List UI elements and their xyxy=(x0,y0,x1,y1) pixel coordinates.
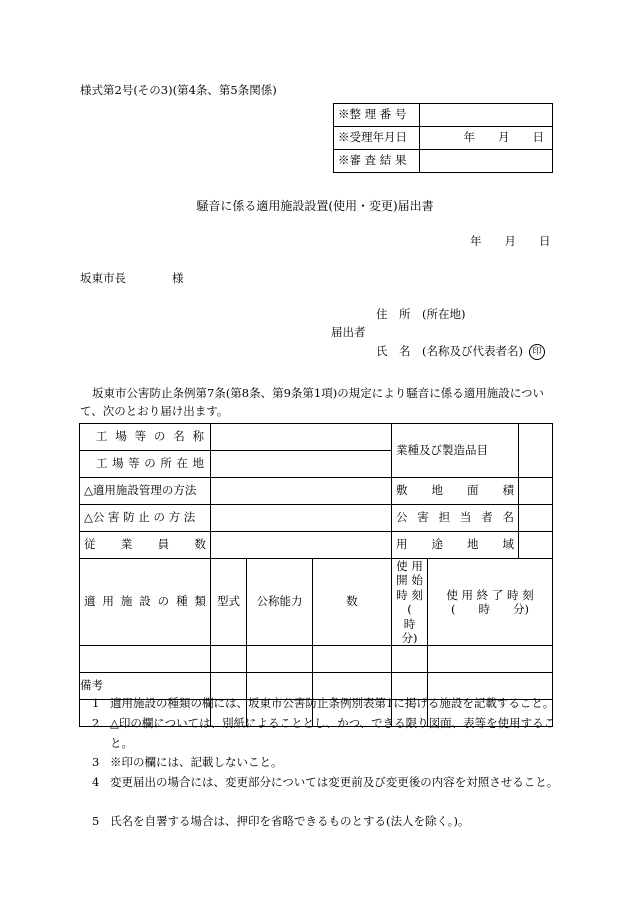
end-time-header xyxy=(428,559,553,646)
note-number: 4 xyxy=(92,775,100,789)
factory-location-field[interactable] xyxy=(211,451,392,478)
note-item xyxy=(92,773,562,793)
note-text: △印の欄については、別紙によることとし、かつ、できる限り図面、表等を使用すること。 xyxy=(110,716,556,750)
note-number: 2 xyxy=(92,716,100,730)
addressee: 坂東市長 様 xyxy=(80,271,184,285)
count-header: 数 xyxy=(313,559,392,646)
note-number: 5 xyxy=(92,814,100,828)
count-cell[interactable] xyxy=(313,646,392,673)
body-text: 坂東市公害防止条例第7条(第8条、第9条第1項)の規定により騒音に係る適用施設について、次のとおり届け出ます。 xyxy=(80,386,545,418)
pollution-officer-label: 公 害 担 当 者 名 xyxy=(392,505,519,532)
start-time-header xyxy=(392,559,439,646)
zoning-label: 用 途 地 域 xyxy=(392,532,519,559)
pollution-prevention-field[interactable] xyxy=(211,505,392,532)
office-box-label: ※整 理 番 号 xyxy=(334,104,420,127)
model-header: 型式 xyxy=(211,559,247,646)
office-box-label: ※受理年月日 xyxy=(334,127,420,150)
model-cell[interactable] xyxy=(211,646,247,673)
factory-name-label: 工 場 等 の 名 称 xyxy=(80,424,211,451)
pollution-officer-field[interactable] xyxy=(519,505,553,532)
note-text: 適用施設の種類の欄には、坂東市公害防止条例別表第1に掲げる施設を記載すること。 xyxy=(110,696,555,710)
document-title: 騒音に係る適用施設設置(使用・変更)届出書 xyxy=(196,199,434,213)
end-time-unit: ( 時 分) xyxy=(451,602,529,617)
note-item xyxy=(92,753,562,773)
pollution-prevention-label: △公 害 防 止 の 方 法 xyxy=(80,505,211,532)
site-area-label: 敷 地 面 積 xyxy=(392,478,519,505)
start-time-unit: ( 時 分) xyxy=(401,602,439,645)
industry-field[interactable] xyxy=(519,424,553,478)
site-area-field[interactable] xyxy=(519,478,553,505)
notes-heading: 備考 xyxy=(80,678,103,692)
note-item xyxy=(92,694,562,714)
review-result-field[interactable] xyxy=(420,150,553,173)
zoning-field[interactable] xyxy=(519,532,553,559)
capacity-cell[interactable] xyxy=(247,646,313,673)
end-time-cell[interactable] xyxy=(428,646,553,673)
facility-row xyxy=(80,646,553,673)
employee-count-label: 従 業 員 数 xyxy=(80,532,211,559)
facility-table xyxy=(79,423,553,727)
note-number: 1 xyxy=(92,696,100,710)
start-time-label: 使 用 開 始 時 刻 xyxy=(396,559,423,602)
notifier-label: 届出者 xyxy=(331,325,366,339)
note-number: 3 xyxy=(92,755,100,769)
office-box-label: ※審 査 結 果 xyxy=(334,150,420,173)
applicant-name-label: 氏 名 (名称及び代表者名) xyxy=(376,344,523,358)
management-method-field[interactable] xyxy=(211,478,392,505)
note-item xyxy=(92,714,562,753)
registration-number-field[interactable] xyxy=(420,104,553,127)
nominal-capacity-header: 公称能力 xyxy=(247,559,313,646)
office-use-box xyxy=(333,103,553,173)
start-time-cell[interactable] xyxy=(392,646,428,673)
factory-location-label: 工 場 等 の 所 在 地 xyxy=(80,451,211,478)
management-method-label: △適用施設管理の方法 xyxy=(80,478,211,505)
industry-label: 業種及び製造品目 xyxy=(392,424,519,478)
applicant-address-label: 住 所 (所在地) xyxy=(376,307,466,321)
facility-type-header: 適 用 施 設 の 種 類 xyxy=(80,559,211,646)
seal-mark: 印 xyxy=(529,344,545,360)
form-number: 様式第2号(その3)(第4条、第5条関係) xyxy=(80,83,277,97)
end-time-label: 使 用 終 了 時 刻 xyxy=(446,587,534,602)
employee-count-field[interactable] xyxy=(211,532,392,559)
receipt-date-field[interactable]: 年 月 日 xyxy=(420,127,553,150)
note-text: 変更届出の場合には、変更部分については変更前及び変更後の内容を対照させること。 xyxy=(110,775,559,789)
applicant-name-row xyxy=(376,343,545,360)
note-item xyxy=(92,812,562,832)
note-text: ※印の欄には、記載しないこと。 xyxy=(110,755,283,769)
facility-type-cell[interactable] xyxy=(80,646,211,673)
note-text: 氏名を自署する場合は、押印を省略できるものとする(法人を除く。)。 xyxy=(110,814,470,828)
factory-name-field[interactable] xyxy=(211,424,392,451)
submission-date: 年 月 日 xyxy=(470,234,551,248)
